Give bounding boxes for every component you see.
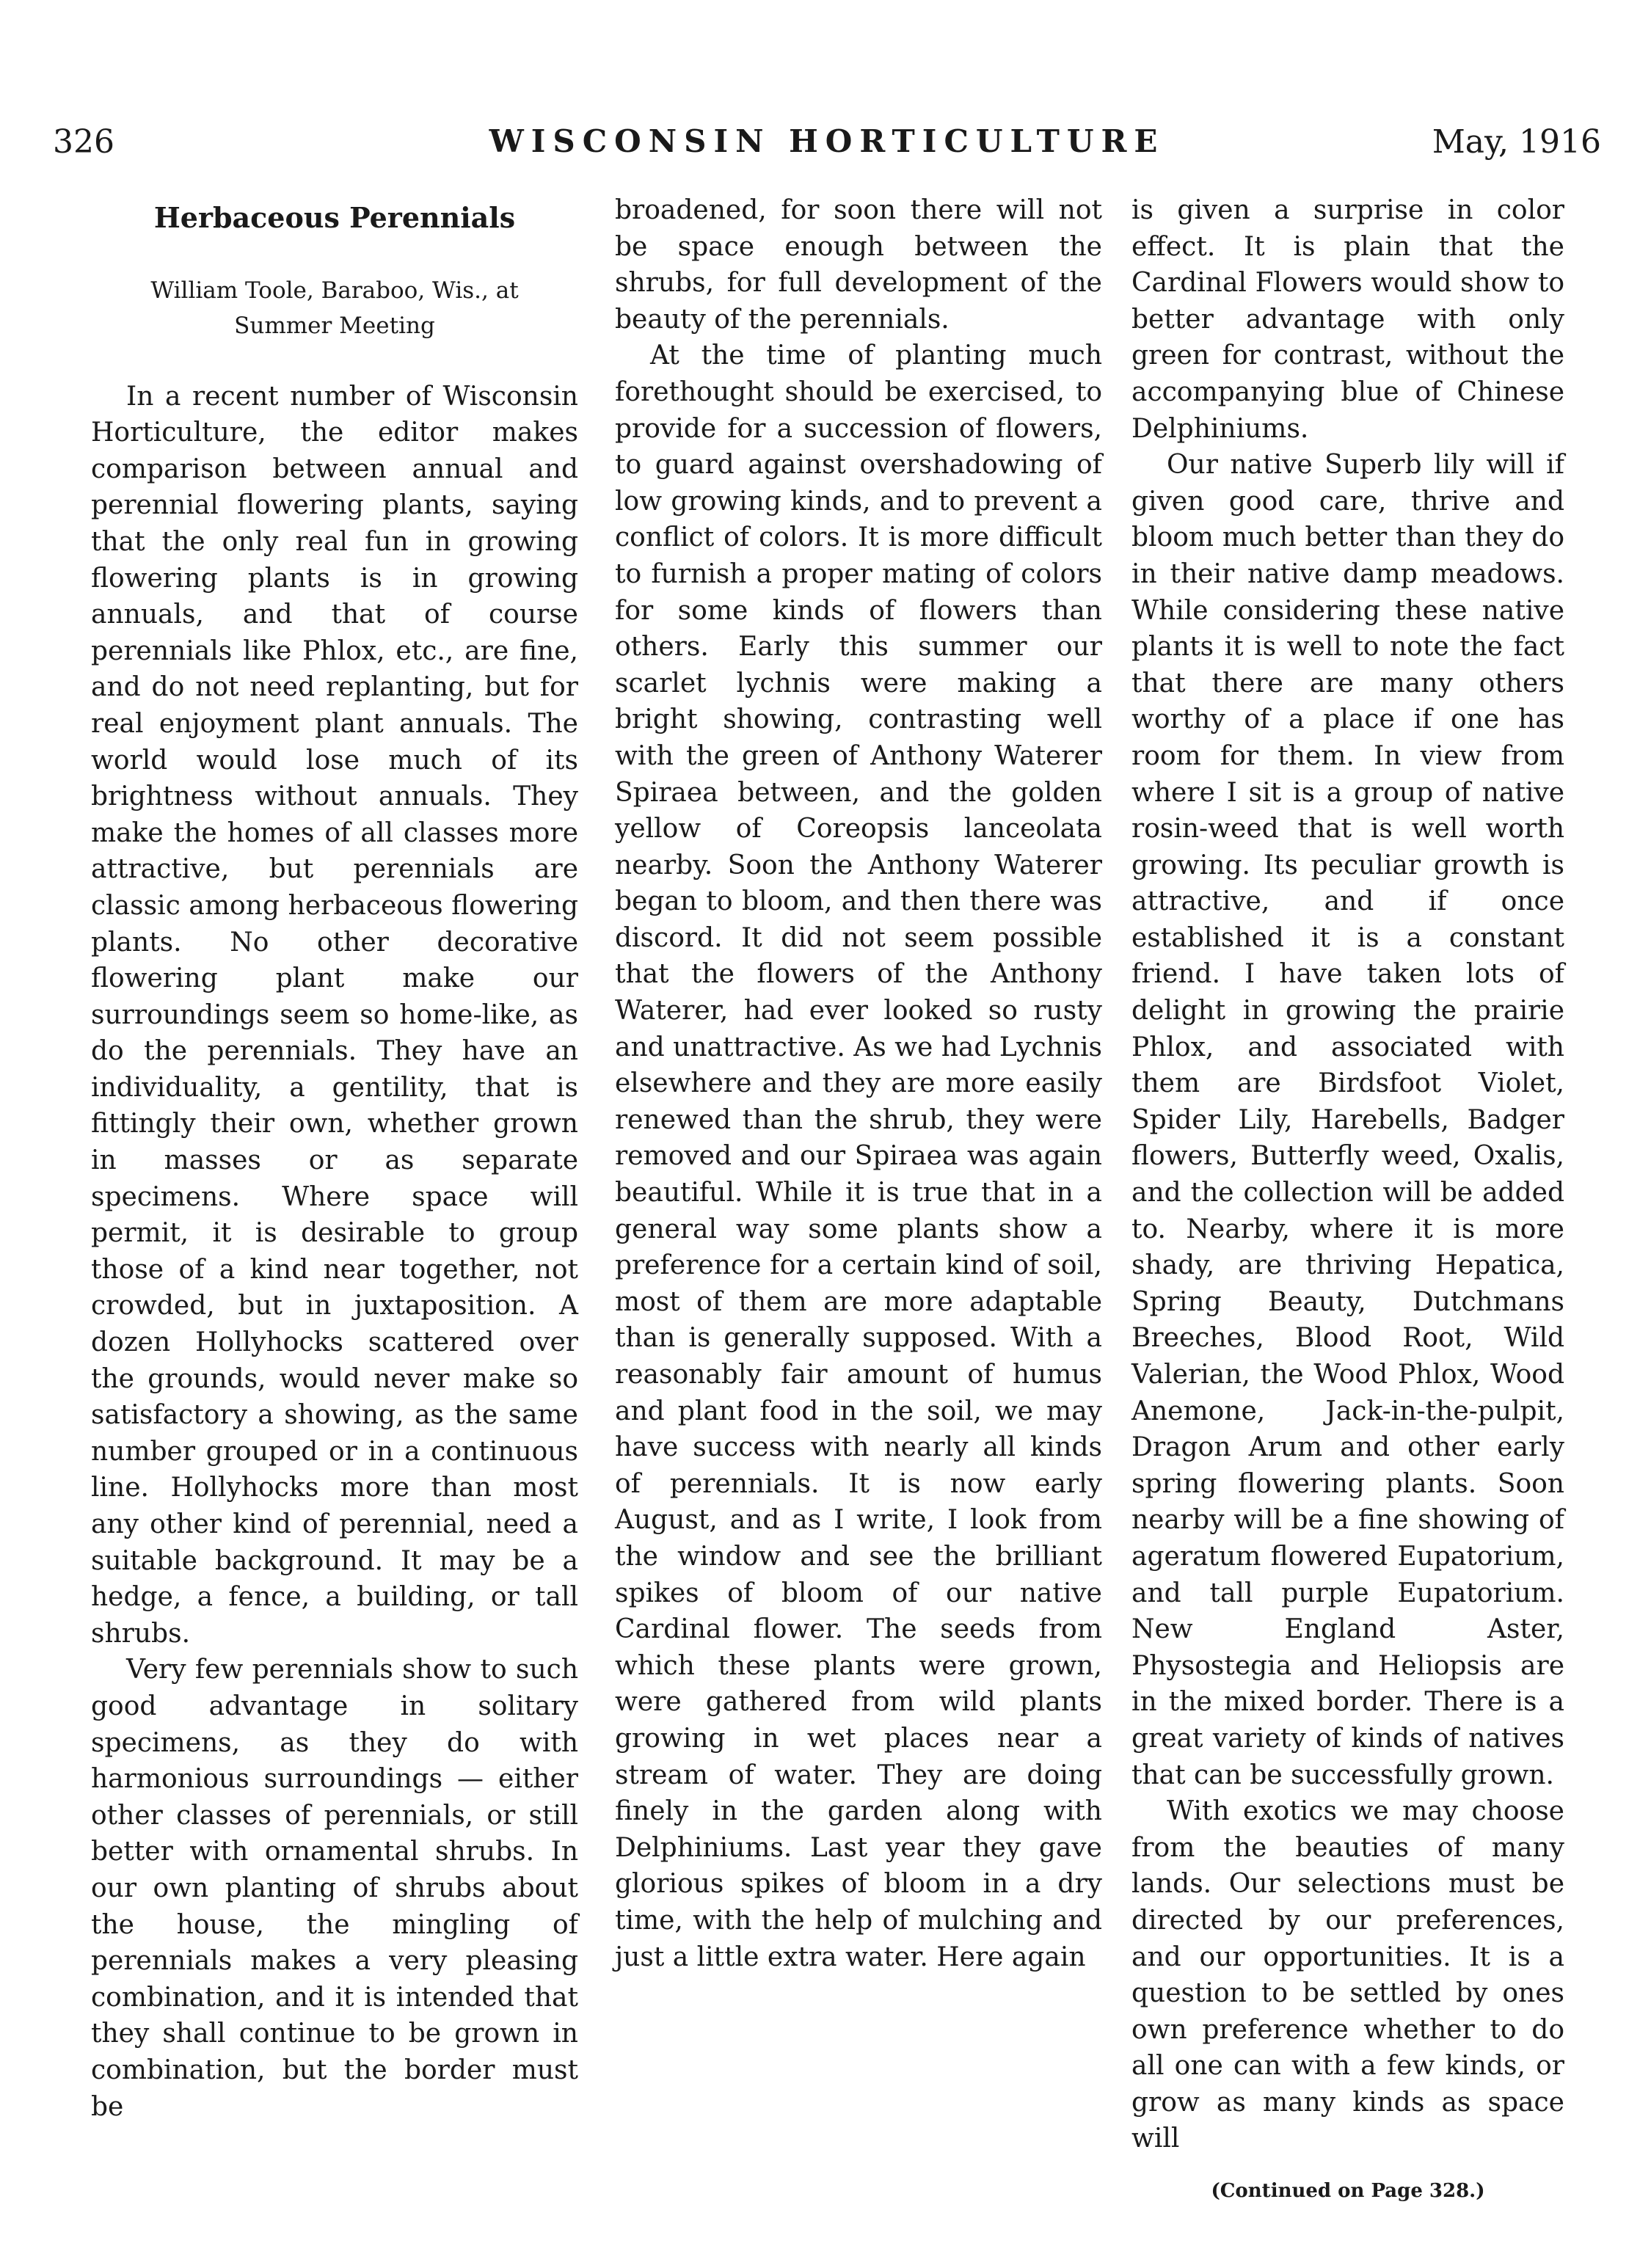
paragraph-continued: broadened, for soon there will not be space enough between the shrubs, for full development of the beauty of the perennials. (615, 195, 1102, 335)
article-column-3 (1131, 192, 1564, 2210)
paragraph: Very few perennials show to such good advantage in solitary specimens, as they do with harmonious surroundings — either other classes of perennials, or still better with ornamental shrubs. In our own planting of shrubs about the house, the mingling of perennials makes a very pleasing combination, and it is intended that they shall continue to be grown in combination, but the border must be (91, 1655, 578, 2122)
page-header (53, 123, 1601, 167)
paragraph: In a recent number of Wisconsin Horticulture, the editor makes comparison between annual and perennial flowering plants, saying that the only real fun in growing flowering plants is in growing annuals, and that of course perennials like Phlox, etc., are fine, and do not need replanting, but for real enjoyment plant annuals. The world would lose much of its brightness without annuals. They make the homes of all classes more attractive, but perennials are classic among herbaceous flowering plants. No other decorative flowering plant make our surroundings seem so home-like, as do the perennials. They have an individuality, a gentility, that is fittingly their own, whether grown in masses or as separate specimens. Where space will permit, it is desirable to group those of a kind near together, not crowded, but in juxtaposition. A dozen Hollyhocks scattered over the grounds, would never make so satisfactory a showing, as the same number grouped or in a continuous line. Hollyhocks more than most any other kind of perennial, need a suitable background. It may be a hedge, a fence, a building, or tall shrubs. (91, 381, 578, 1649)
page-number: 326 (53, 123, 114, 161)
article-column-1 (91, 192, 578, 2125)
article-column-2 (615, 192, 1102, 1975)
journal-title: WISCONSIN HORTICULTURE (489, 123, 1165, 159)
issue-date: May, 1916 (1432, 123, 1601, 161)
paragraph: Our native Superb lily will if given good care, thrive and bloom much better than they do in their native damp meadows. While considering these native plants it is well to note the fact that there are many others worthy of a place if one has room for them. In view from where I sit is a group of native rosin-weed that is well worth growing. Its peculiar growth is attractive, and if once established it is a constant friend. I have taken lots of delight in growing the prairie Phlox, and associated with them are Birdsfoot Violet, Spider Lily, Harebells, Badger flowers, Butterfly weed, Oxalis, and the collection will be added to. Nearby, where it is more shady, are thriving Hepatica, Spring Beauty, Dutchmans Breeches, Blood Root, Wild Valerian, the Wood Phlox, Wood Anemone, Jack-in-the-pulpit, Dragon Arum and other early spring flowering plants. Soon nearby will be a fine showing of ageratum flowered Eupatorium, and tall purple Eupatorium. New England Aster, Physostegia and Heliopsis are in the mixed border. There is a great variety of kinds of natives that can be successfully grown. (1131, 450, 1564, 1790)
paragraph-continued: is given a surprise in color effect. It is plain that the Cardinal Flowers would show to better advantage with only green for contrast, without the accompanying blue of Chinese Delphiniums. (1131, 195, 1564, 444)
continued-note: (Continued on Page 328.) (1211, 2180, 1485, 2203)
article-byline: William Toole, Baraboo, Wis., at Summer Meeting (150, 277, 519, 339)
paragraph: At the time of planting much forethought should be exercised, to provide for a succession of flowers, to guard against overshadowing of low growing kinds, and to prevent a conflict of colors. It is more difficult to furnish a proper mating of colors for some kinds of flowers than others. Early this summer our scarlet lychnis were making a bright showing, contrasting well with the green of Anthony Waterer Spiraea between, and the golden yellow of Coreopsis lanceolata nearby. Soon the Anthony Waterer began to bloom, and then there was discord. It did not seem possible that the flowers of the Anthony Waterer, had ever looked so rusty and unattractive. As we had Lychnis elsewhere and they are more easily renewed than the shrub, they were removed and our Spiraea was again beautiful. While it is true that in a general way some plants show a preference for a certain kind of soil, most of them are more adaptable than is generally supposed. With a reasonably fair amount of humus and plant food in the soil, we may have success with nearly all kinds of perennials. It is now early August, and as I write, I look from the window and see the brilliant spikes of bloom of our native Cardinal flower. The seeds from which these plants were grown, were gathered from wild plants growing in wet places near a stream of water. They are doing finely in the garden along with Delphiniums. Last year they gave glorious spikes of bloom in a dry time, with the help of mulching and just a little extra water. Here again (615, 340, 1102, 1972)
article-title: Herbaceous Perennials (153, 201, 516, 234)
paragraph: With exotics we may choose from the beauties of many lands. Our selections must be directed by our preferences, and our opportunities. It is a question to be settled by ones own preference whether to do all one can with a few kinds, or grow as many kinds as space will (1131, 1796, 1564, 2154)
